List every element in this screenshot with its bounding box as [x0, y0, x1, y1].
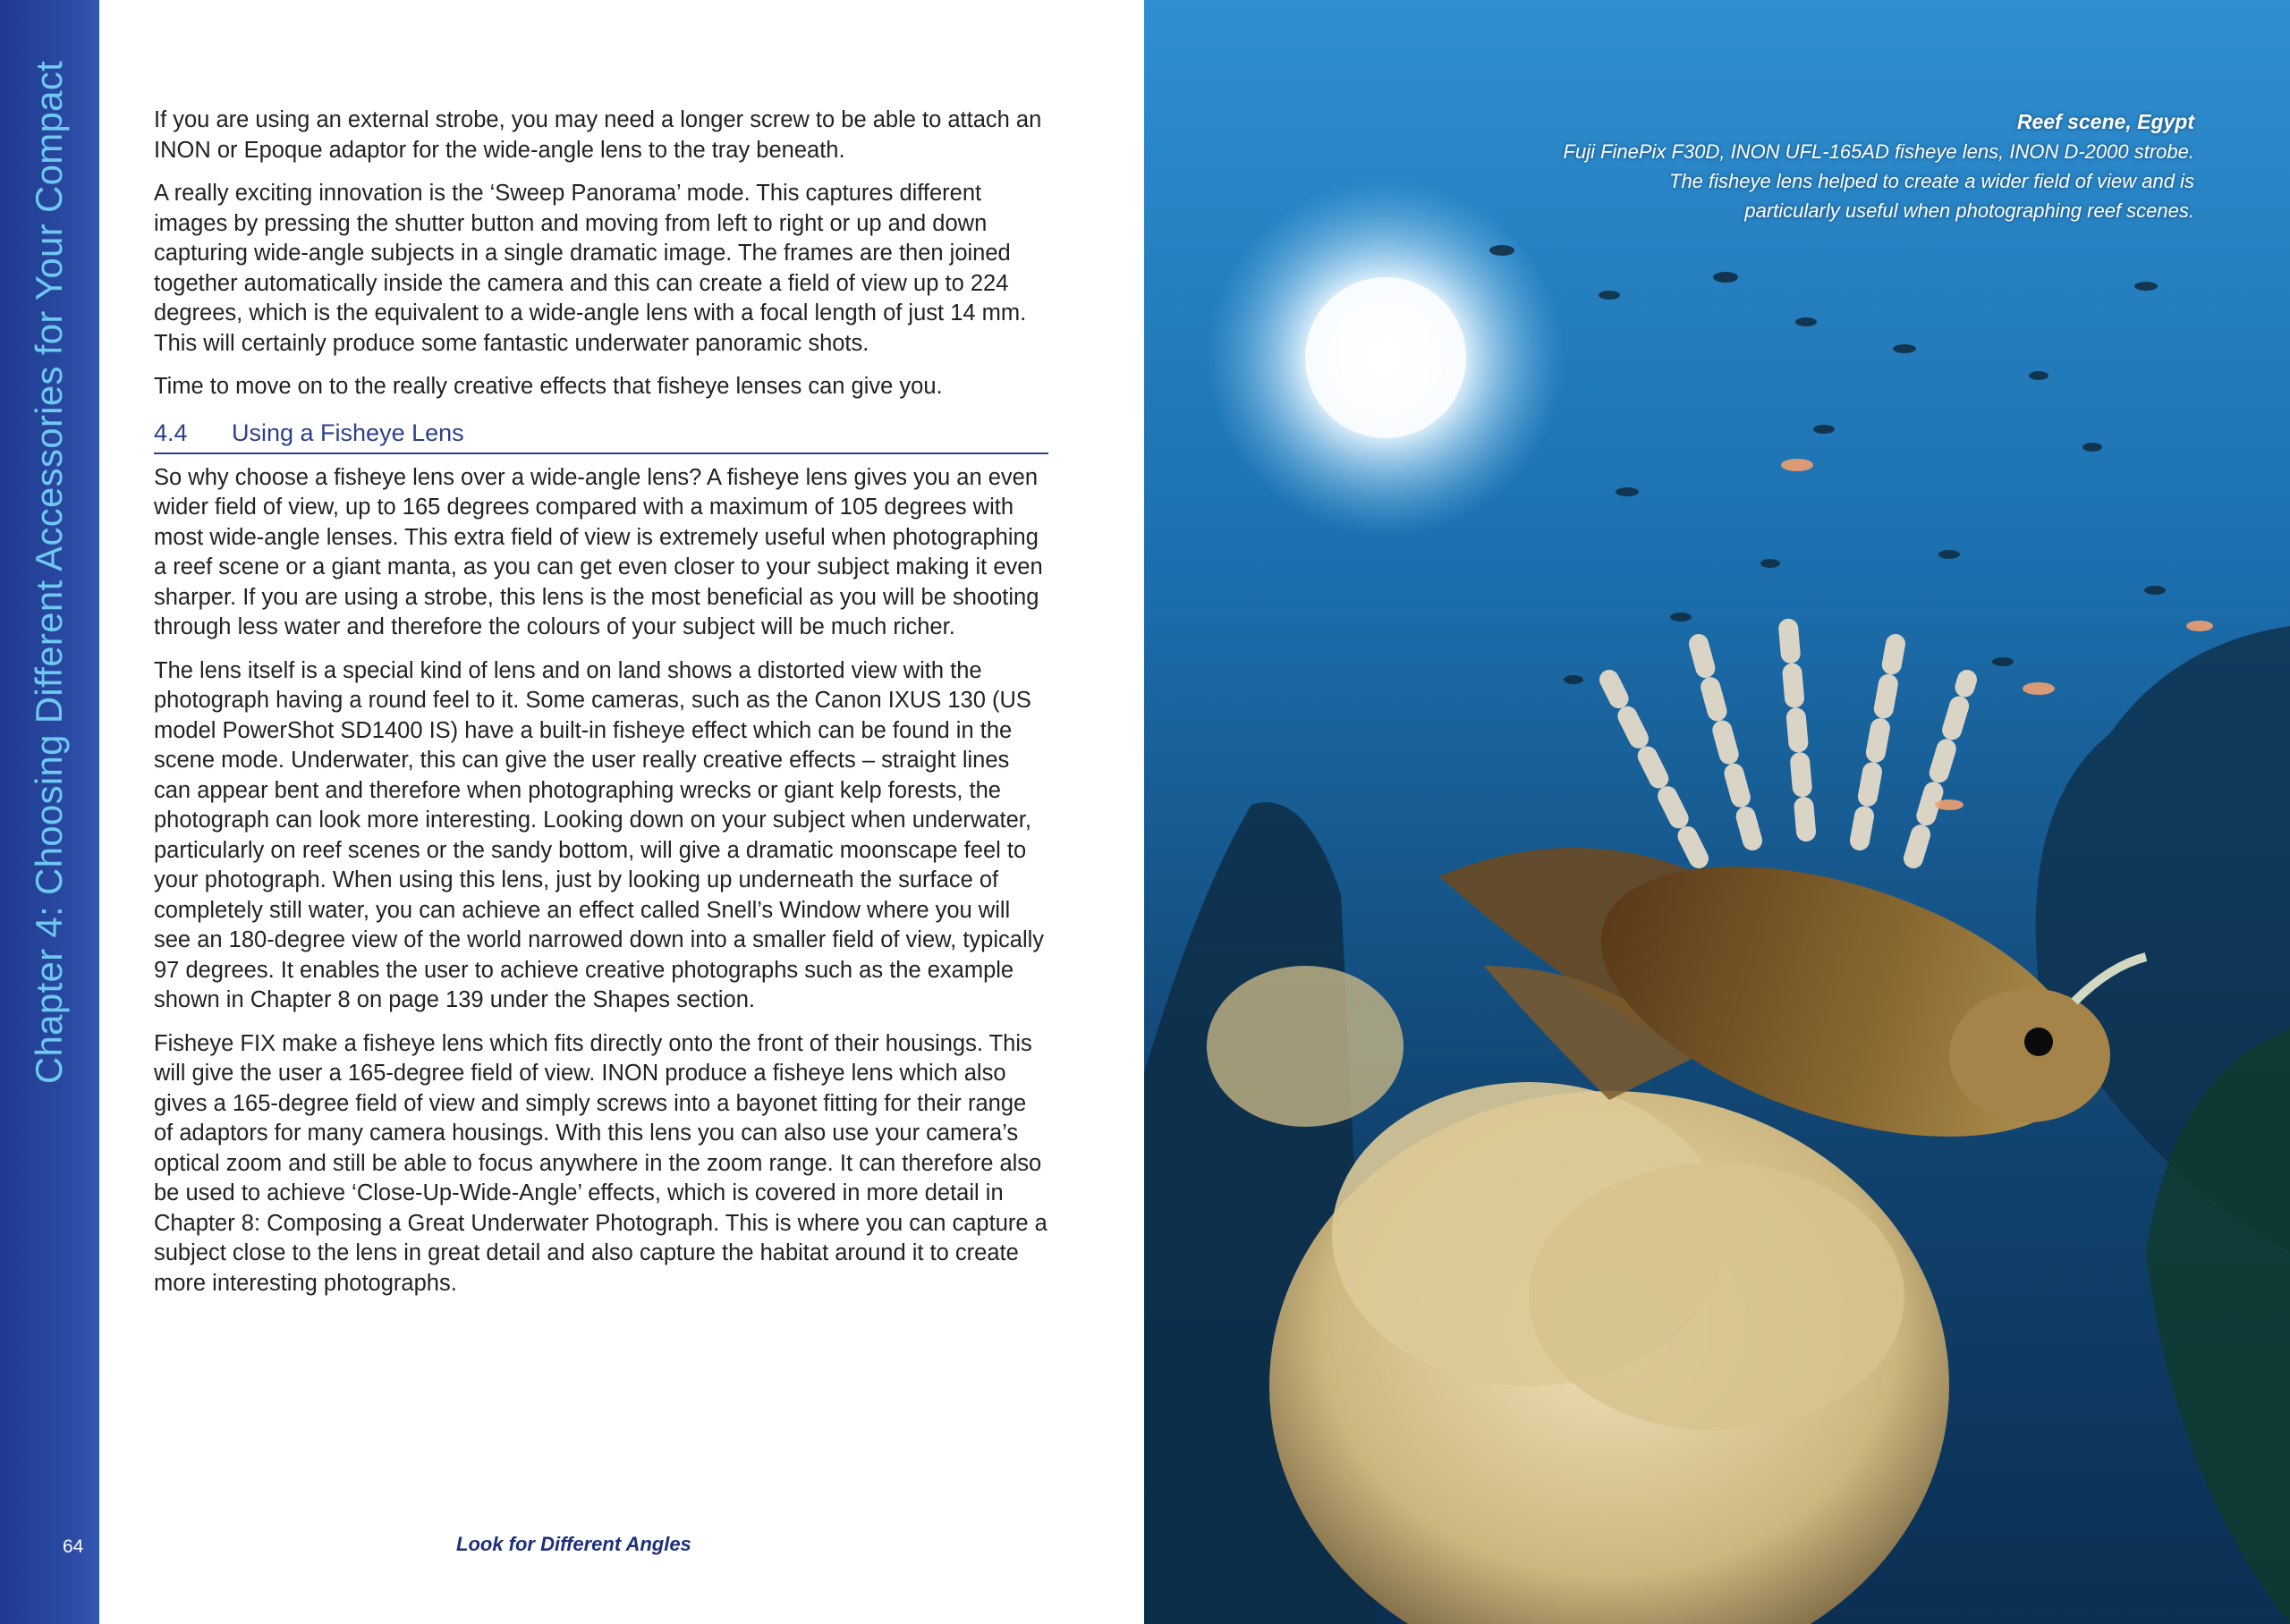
reef-scene-illustration — [1144, 0, 2290, 1624]
body-text — [154, 106, 1048, 1312]
chapter-sidebar — [0, 0, 99, 1624]
caption-title: Reef scene, Egypt — [2016, 110, 2194, 133]
paragraph: A really exciting innovation is the ‘Sweep Panorama’ mode. This captures different images by pressing the shutter button and moving from left to right or up and down capturing wide-angle subjects in a single dramatic image. The frames are then joined together automatically inside the camera and this can create a field of view up to 224 degrees, which is the equivalent to a wide-angle lens with a focal length of just 14 mm. This will certainly produce some fantastic underwater panoramic shots. — [154, 181, 1027, 356]
photo-caption — [1564, 107, 2194, 225]
paragraph: The lens itself is a special kind of lens and on land shows a distorted view with the photograph having a round feel to it. Some cameras, such as the Canon IXUS 130 (US model PowerShot SD1400 IS) have a built-in fisheye effect which can be found in the scene mode. Underwater, this can give the user really creative effects – straight lines can appear bent and therefore when photographing wrecks or giant kelp forests, the photograph can look more interesting. Looking down on your subject when underwater, particularly on reef scenes or the sandy bottom, will give a dramatic moonscape feel to your photograph. When using this lens, just by looking up underneath the surface of completely still water, you can achieve an effect called Snell’s Window where you will see an 180-degree view of the world narrowed down into a smaller field of view, typically 97 degrees. It enables the user to achieve creative photographs such as the example shown in Chapter 8 on page 139 under the Shapes section. — [154, 657, 1045, 1012]
caption-line: Fuji FinePix F30D, INON UFL-165AD fisheye lens, INON D-2000 strobe. — [1563, 140, 2194, 163]
paragraph: If you are using an external strobe, you may need a longer screw to be able to attach an INON or Epoque adaptor for the wide-angle lens to the tray beneath. — [154, 107, 1042, 163]
caption-line: particularly useful when photographing reef scenes. — [1744, 199, 2194, 222]
paragraph: Fisheye FIX make a fisheye lens which fits directly onto the front of their housings. This will give the user a 165-degree field of view. INON produce a fisheye lens which also gives a 165-degree field of view and simply screws into a bayonet fitting for their range of adaptors for many camera housings. With this lens you can also use your camera’s optical zoom and still be able to focus anywhere in the zoom range. It can therefore also be used to achieve ‘Close-Up-Wide-Angle’ effects, which is covered in more detail in Chapter 8: Composing a Great Underwater Photograph. This is where you can capture a subject close to the lens in great detail and also capture the habitat around it to create more interesting photographs. — [154, 1030, 1047, 1296]
caption-line: The fisheye lens helped to create a wider field of view and is — [1669, 170, 2194, 192]
section-title: Using a Fisheye Lens — [232, 419, 464, 446]
running-footer: Look for Different Angles — [456, 1533, 691, 1555]
paragraph: So why choose a fisheye lens over a wide-angle lens? A fisheye lens gives you an even wider field of view, up to 165 degrees compared with a maximum of 105 degrees with most wide-angle lenses. This extra field of view is extremely useful when photographing a reef scene or a giant manta, as you can get even closer to your subject making it even sharper. If you are using a strobe, this lens is the most beneficial as you will be shooting through less water and therefore the colours of your subject will be much richer. — [154, 464, 1043, 639]
chapter-title: Chapter 4: Choosing Different Accessories for Your Compact — [28, 60, 70, 1085]
reef-photo — [1144, 0, 2290, 1624]
section-number: 4.4 — [154, 419, 188, 446]
paragraph: Time to move on to the really creative effects that fisheye lenses can give you. — [154, 374, 943, 399]
section-heading — [154, 417, 1048, 454]
page-number: 64 — [63, 1536, 84, 1557]
